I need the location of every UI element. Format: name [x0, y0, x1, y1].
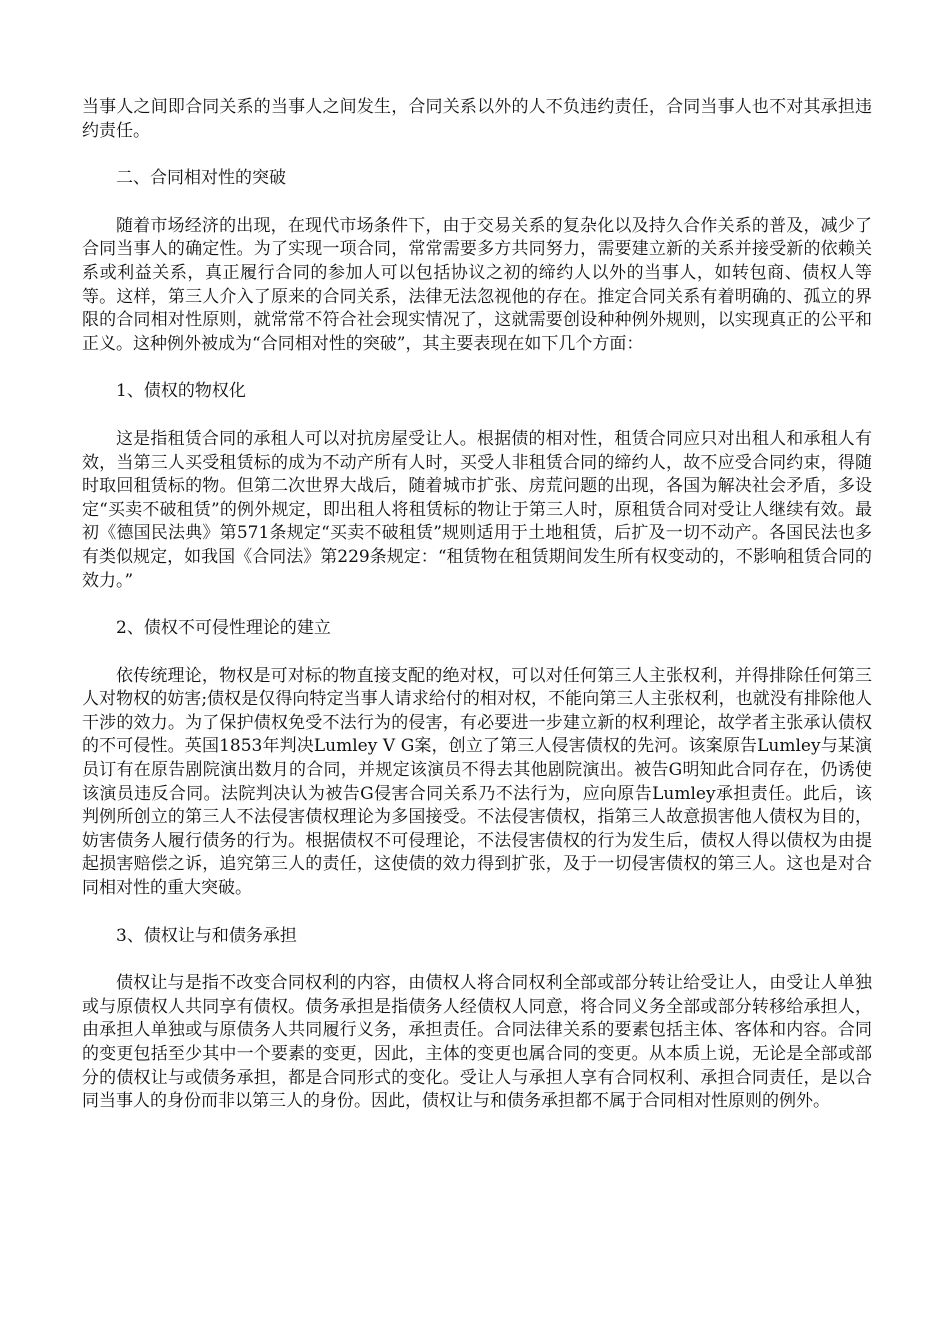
paragraph-intro: 随着市场经济的出现，在现代市场条件下，由于交易关系的复杂化以及持久合作关系的普及，减少了合同当事人的确定性。为了实现一项合同，常常需要多方共同努力，需要建立新的关系并接受新的依赖关系或利益关系，真正履行合同的参加人可以包括协议之初的缔约人以外的当事人，如转包商、债权人等等。这样，第三人介入了原来的合同关系，法律无法忽视他的存在。推定合同关系有着明确的、孤立的界限的合同相对性原则，就常常不符合社会现实情况了，这就需要创设种种例外规则，以实现真正的公平和正义。这种例外被成为“合同相对性的突破”，其主要表现在如下几个方面： — [82, 215, 872, 354]
subheading-inviolability: 2、债权不可侵性理论的建立 — [116, 618, 331, 639]
subheading-assignment: 3、债权让与和债务承担 — [116, 925, 297, 946]
subheading-real-right: 1、债权的物权化 — [116, 381, 246, 402]
document-page — [82, 96, 872, 1138]
section-heading-breakthrough: 二、合同相对性的突破 — [116, 168, 286, 189]
paragraph-real-right: 这是指租赁合同的承租人可以对抗房屋受让人。根据债的相对性，租赁合同应只对出租人和承租人有效，当第三人买受租赁标的成为不动产所有人时，买受人非租赁合同的缔约人，故不应受合同约束，得随时取回租赁标的物。但第二次世界大战后，随着城市扩张、房荒问题的出现，各国为解决社会矛盾，多设定“买卖不破租赁”的例外规定，即出租人将租赁标的物让于第三人时，原租赁合同对受让人继续有效。最初《德国民法典》第571条规定“买卖不破租赁”规则适用于土地租赁，后扩及一切不动产。各国民法也多有类似规定，如我国《合同法》第229条规定：“租赁物在租赁期间发生所有权变动的，不影响租赁合同的效力。” — [82, 428, 872, 591]
paragraph-assignment: 债权让与是指不改变合同权利的内容，由债权人将合同权利全部或部分转让给受让人，由受让人单独或与原债权人共同享有债权。债务承担是指债务人经债权人同意，将合同义务全部或部分转移给承担人，由承担人单独或与原债务人共同履行义务，承担责任。合同法律关系的要素包括主体、客体和内容。合同的变更包括至少其中一个要素的变更，因此，主体的变更也属合同的变更。从本质上说，无论是全部或部分的债权让与或债务承担，都是合同形式的变化。受让人与承担人享有合同权利、承担合同责任，是以合同当事人的身份而非以第三人的身份。因此，债权让与和债务承担都不属于合同相对性原则的例外。 — [82, 973, 872, 1112]
paragraph-inviolability: 依传统理论，物权是可对标的物直接支配的绝对权，可以对任何第三人主张权利，并得排除任何第三人对物权的妨害;债权是仅得向特定当事人请求给付的相对权，不能向第三人主张权利，也就没有排除他人干涉的效力。为了保护债权免受不法行为的侵害，有必要进一步建立新的权利理论，故学者主张承认债权的不可侵性。英国1853年判决Lumley V G案，创立了第三人侵害债权的先河。该案原告Lumley与某演员订有在原告剧院演出数月的合同，并规定该演员不得去其他剧院演出。被告G明知此合同存在，仍诱使该演员违反合同。法院判决认为被告G侵害合同关系乃不法行为，应向原告Lumley承担责任。此后，该判例所创立的第三人不法侵害债权理论为多国接受。不法侵害债权，指第三人故意损害他人债权为目的，妨害债务人履行债务的行为。根据债权不可侵理论，不法侵害债权的行为发生后，债权人得以债权为由提起损害赔偿之诉，追究第三人的责任，这使债的效力得到扩张，及于一切侵害债权的第三人。这也是对合同相对性的重大突破。 — [82, 665, 872, 899]
paragraph-continued: 当事人之间即合同关系的当事人之间发生，合同关系以外的人不负违约责任，合同当事人也不对其承担违约责任。 — [82, 97, 872, 141]
